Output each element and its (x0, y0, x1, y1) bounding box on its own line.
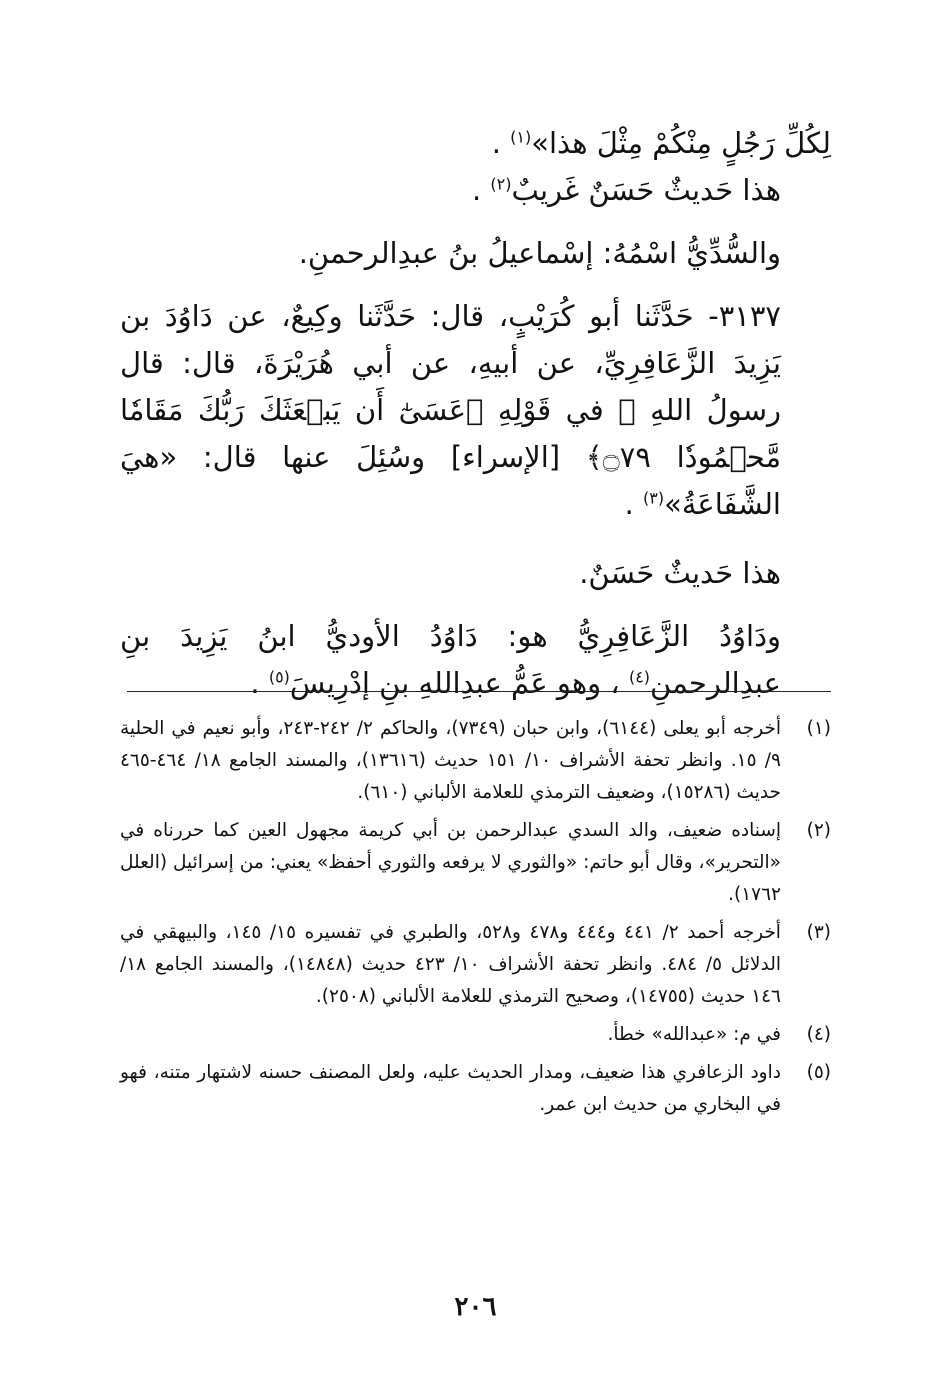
paragraph-1-end: . (491, 126, 511, 160)
footnote-number: (٢) (806, 820, 831, 841)
footnote-text: إسناده ضعيف، والد السدي عبدالرحمن بن أبي كريمة مجهول العين كما حررناه في «التحرير»، وقال أبو حاتم: «والثوري لا يرفعه والثوري أحفظ» يعني: من إسرائيل (العلل ١٧٦٢). (120, 820, 781, 905)
paragraph-6-text: ودَاوُدُ الزَّعَافِرِيُّ هو: دَاوُدُ الأوديُّ ابنُ يَزِيدَ بنِ عبدِالرحمنِ (120, 619, 781, 700)
paragraph-6 (120, 613, 831, 707)
footnote-item (120, 1019, 831, 1051)
footnote-number: (١) (806, 718, 831, 739)
paragraph-6-end: . (250, 666, 269, 700)
footnote-ref-2[interactable]: (٢) (490, 174, 512, 194)
paragraph-2-end: . (471, 173, 491, 207)
footnote-text: داود الزعافري هذا ضعيف، ومدار الحديث عليه، ولعل المصنف حسنه لاشتهار متنه، فهو في البخاري من حديث ابن عمر. (120, 1062, 781, 1115)
footnotes (120, 713, 831, 1127)
paragraph-1-text: لِكُلِّ رَجُلٍ مِنْكُمْ مِثْلَ هذا» (531, 126, 831, 160)
paragraph-1 (120, 120, 831, 167)
hadith-3137 (120, 293, 831, 528)
footnote-number: (٥) (806, 1062, 831, 1083)
hadith-3137-text: ٣١٣٧- حَدَّثَنا أبو كُرَيْبٍ، قال: حَدَّثَنا وكِيعٌ، عن دَاوُدَ بن يَزِيدَ الزَّعَافِرِيِّ، عن أبيهِ، عن أبي هُرَيْرَةَ، قال: قال رسولُ اللهِ ﷺ في قَوْلِهِ ﴿عَسَىٰٓ أَن يَبۡعَثَكَ رَبُّكَ مَقَامٗا مَّحۡمُودٗا ۝٧٩﴾ [الإسراء] وسُئِلَ عنها قال: «هيَ الشَّفَاعَةُ» (120, 299, 782, 521)
footnote-ref-1[interactable]: (١) (510, 127, 532, 147)
footnote-number: (٣) (806, 922, 831, 943)
footnote-ref-4[interactable]: (٤) (628, 667, 651, 687)
footnote-item (120, 815, 831, 911)
footnote-item (120, 713, 831, 809)
footnote-number: (٤) (806, 1024, 831, 1045)
footnote-ref-5[interactable]: (٥) (268, 667, 290, 687)
footnote-text: في م: «عبدالله» خطأ. (607, 1024, 781, 1045)
paragraph-5: هذا حَديثٌ حَسَنٌ. (579, 556, 781, 590)
paragraph-3: والسُّدِّيُّ اسْمُهُ: إسْماعيلُ بنُ عبدِالرحمنِ. (298, 236, 781, 270)
footnote-ref-3[interactable]: (٣) (643, 488, 665, 508)
main-text (120, 120, 831, 707)
footnote-text: أخرجه أحمد ٢/ ٤٤١ و٤٤٤ و٤٧٨ و٥٢٨، والطبري في تفسيره ١٥/ ١٤٥، والبيهقي في الدلائل ٥/ ٤٨٤. وانظر تحفة الأشراف ١٠/ ٤٢٣ حديث (١٤٨٤٨)، والمسند الجامع ١٨/ ١٤٦ حديث (١٤٧٥٥)، وصحيح الترمذي للعلامة الألباني (٢٥٠٨). (120, 922, 781, 1007)
hadith-3137-end: . (624, 487, 644, 521)
page-number: ٢٠٦ (454, 1292, 497, 1322)
footnote-item (120, 1057, 831, 1121)
paragraph-6-mid: ، وهو عَمُّ عبدِاللهِ بنِ إدْرِيسَ (289, 666, 629, 700)
footnote-divider (127, 691, 831, 692)
paragraph-2-text: هذا حَديثٌ حَسَنٌ غَريبٌ (511, 173, 781, 207)
footnote-text: أخرجه أبو يعلى (٦١٤٤)، وابن حبان (٧٣٤٩)، والحاكم ٢/ ٢٤٢-٢٤٣، وأبو نعيم في الحلية ٩/ ١٥. وانظر تحفة الأشراف ١٠/ ١٥١ حديث (١٣٦١٦)، والمسند الجامع ١٨/ ٤٦٤-٤٦٥ حديث (١٥٢٨٦)، وضعيف الترمذي للعلامة الألباني (٦١٠). (120, 718, 781, 803)
footnote-item (120, 917, 831, 1013)
paragraph-2 (120, 167, 831, 214)
